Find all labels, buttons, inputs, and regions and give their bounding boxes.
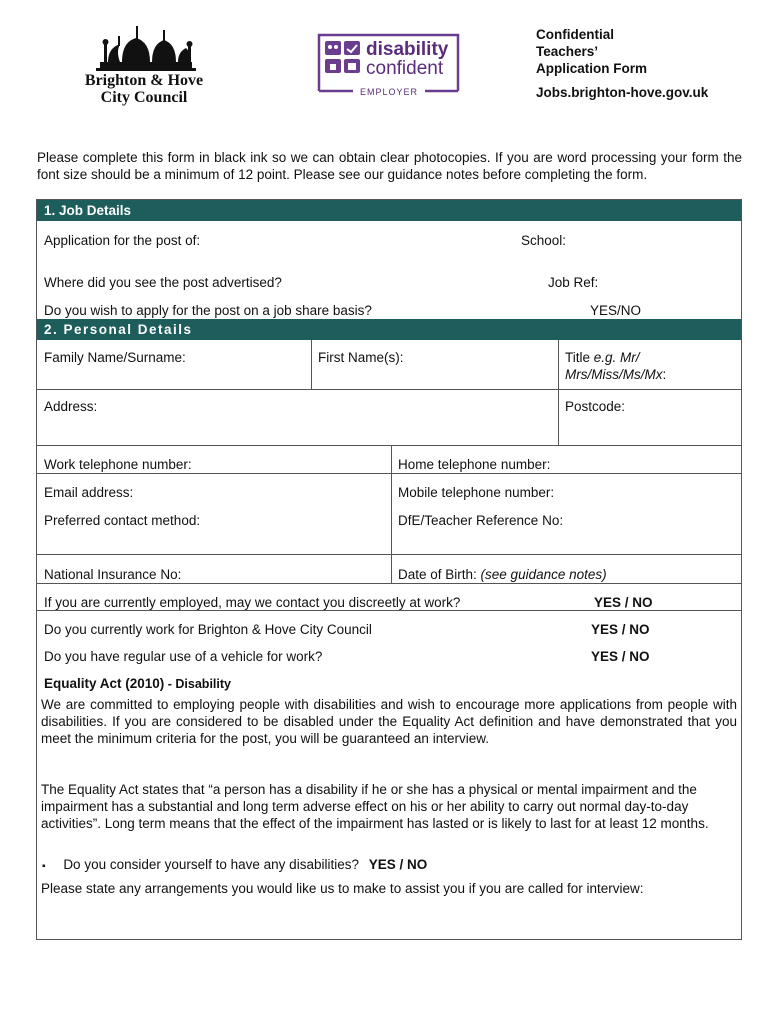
council-name bbox=[70, 72, 218, 106]
confidential-heading bbox=[536, 26, 736, 77]
badge-word-employer: EMPLOYER bbox=[359, 87, 419, 97]
mobile-label[interactable]: Mobile telephone number: bbox=[398, 485, 555, 500]
advertised-label[interactable]: Where did you see the post advertised? bbox=[44, 275, 282, 290]
contact-method-label[interactable]: Preferred contact method: bbox=[44, 513, 201, 528]
dob-label-text: Date of Birth: bbox=[398, 567, 481, 582]
title-label-options: Mrs/Miss/Ms/Mx bbox=[565, 367, 663, 382]
section1-header: 1. Job Details bbox=[37, 200, 741, 221]
disability-question bbox=[42, 856, 427, 875]
council-name-line1: Brighton & Hove bbox=[84, 72, 204, 89]
q-bhcc: Do you currently work for Brighton & Hove City Council bbox=[44, 622, 372, 637]
divider bbox=[37, 473, 741, 474]
divider bbox=[37, 554, 741, 555]
title-label-example: e.g. Mr/ bbox=[593, 350, 640, 365]
jobref-label[interactable]: Job Ref: bbox=[548, 275, 599, 290]
email-label[interactable]: Email address: bbox=[44, 485, 134, 500]
q-vehicle: Do you have regular use of a vehicle for work? bbox=[44, 649, 323, 664]
title-label-text: Title bbox=[565, 350, 594, 365]
title-label-colon: : bbox=[662, 367, 667, 382]
confidential-line: Confidential bbox=[536, 27, 614, 42]
disability-question-text: Do you consider yourself to have any disabilities? bbox=[63, 857, 359, 872]
post-label[interactable]: Application for the post of: bbox=[44, 233, 201, 248]
q-bhcc-answer[interactable]: YES / NO bbox=[591, 622, 650, 637]
surname-label[interactable]: Family Name/Surname: bbox=[44, 350, 186, 365]
q-contact-work-answer[interactable]: YES / NO bbox=[594, 595, 653, 610]
equality-para2: The Equality Act states that “a person has a disability if he or she has a physical or mental impairment and the impairment has a substantial and long term adverse effect on his or her ability to carry out normal day-to-day activities”. Long term means that the effect of the impairment has lasted or is likely to last for at least 12 months. bbox=[41, 782, 709, 831]
website-link[interactable]: Jobs.brighton-hove.gov.uk bbox=[536, 85, 709, 100]
school-label[interactable]: School: bbox=[521, 233, 567, 248]
work-tel-label[interactable]: Work telephone number: bbox=[44, 457, 192, 472]
bullet-icon: ▪ bbox=[42, 861, 46, 872]
dfe-label[interactable]: DfE/Teacher Reference No: bbox=[398, 513, 564, 528]
dob-note: (see guidance notes) bbox=[480, 567, 607, 582]
confidential-line: Teachers’ bbox=[536, 44, 599, 59]
equality-para1: We are committed to employing people with disabilities and wish to encourage more applications from people with disabilities. If you are considered to be disabled under the Equality Act definition and have demonstrated that you meet the minimum criteria for the post, you will be guaranteed an interview. bbox=[41, 697, 737, 746]
title-label[interactable] bbox=[565, 349, 666, 383]
disability-answer[interactable]: YES / NO bbox=[368, 857, 428, 872]
divider bbox=[37, 445, 741, 446]
badge-word-confident: confident bbox=[366, 58, 444, 79]
confidential-line: Application Form bbox=[536, 61, 647, 76]
divider bbox=[37, 389, 741, 390]
divider bbox=[391, 445, 392, 583]
arrangements-text[interactable]: Please state any arrangements you would like us to make to assist you if you are called for interview: bbox=[41, 881, 644, 896]
equality-heading bbox=[44, 675, 231, 693]
application-form bbox=[36, 199, 742, 940]
divider bbox=[37, 583, 741, 584]
council-name-line2: City Council bbox=[100, 89, 188, 106]
ni-label[interactable]: National Insurance No: bbox=[44, 567, 182, 582]
dob-label[interactable] bbox=[398, 566, 607, 583]
divider bbox=[558, 340, 559, 445]
jobshare-label: Do you wish to apply for the post on a job share basis? bbox=[44, 303, 372, 318]
address-label[interactable]: Address: bbox=[44, 399, 98, 414]
divider bbox=[37, 610, 741, 611]
equality-heading-subtitle: - Disability bbox=[164, 677, 231, 691]
q-contact-work: If you are currently employed, may we contact you discreetly at work? bbox=[44, 595, 461, 610]
firstname-label[interactable]: First Name(s): bbox=[318, 350, 404, 365]
disability-confident-badge bbox=[317, 33, 460, 97]
intro-text: Please complete this form in black ink so we can obtain clear photocopies. If you are word processing your form the font size should be a minimum of 12 point. Please see our guidance notes before completing the form. bbox=[37, 150, 742, 182]
divider bbox=[311, 340, 312, 389]
equality-heading-title: Equality Act (2010) bbox=[44, 676, 165, 691]
badge-word-disability: disability bbox=[366, 39, 449, 60]
home-tel-label[interactable]: Home telephone number: bbox=[398, 457, 551, 472]
postcode-label[interactable]: Postcode: bbox=[565, 399, 626, 414]
jobshare-answer[interactable]: YES/NO bbox=[590, 303, 642, 318]
q-vehicle-answer[interactable]: YES / NO bbox=[591, 649, 650, 664]
section2-header: 2. Personal Details bbox=[37, 319, 741, 340]
